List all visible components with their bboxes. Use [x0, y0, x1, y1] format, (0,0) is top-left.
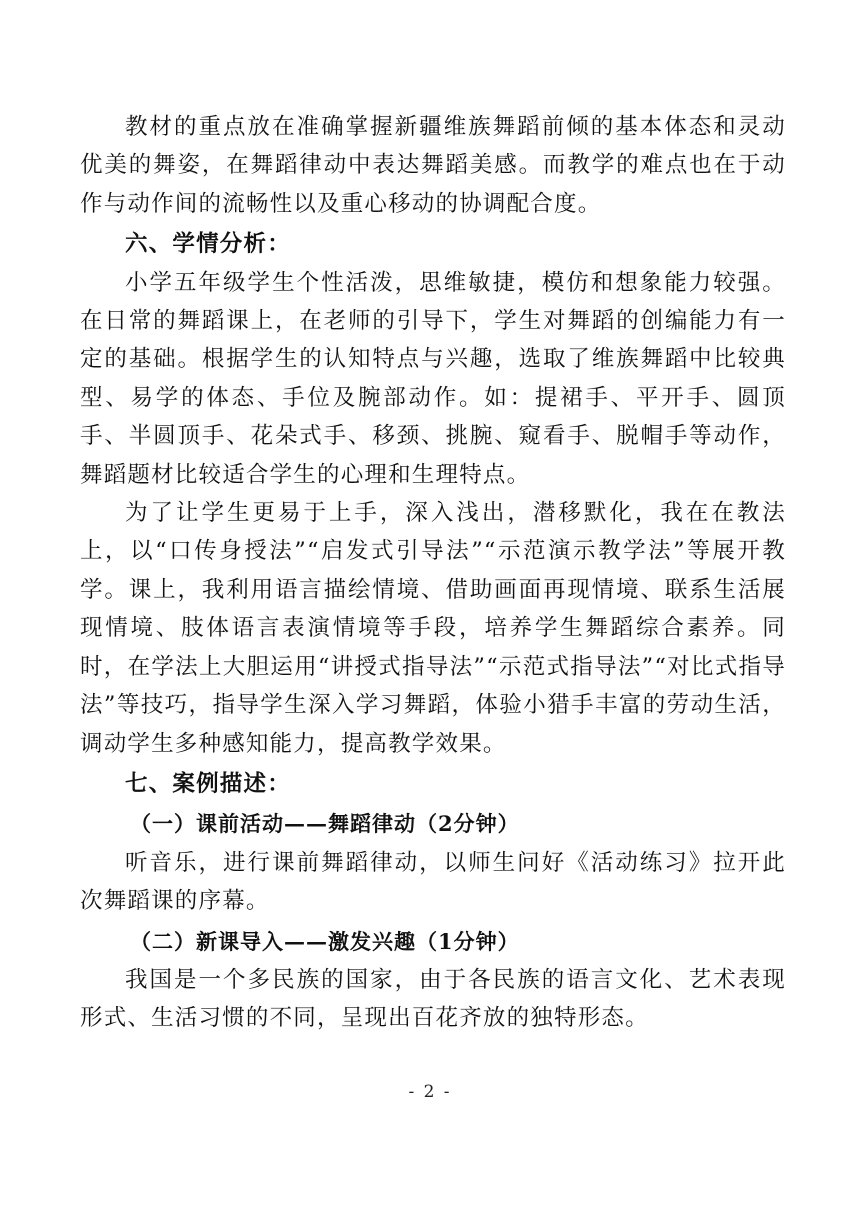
paragraph-teaching-methods: 为了让学生更易于上手，深入浅出，潜移默化，我在在教法上，以“口传身授法”“启发式引导法”“示范演示教学法”等展开教学。课上，我利用语言描绘情境、借助画面再现情境、联系生活展现情境、肢体语言表演情境等手段，培养学生舞蹈综合素养。同时，在学法上大胆运用“讲授式指导法”“示范式指导法”“对比式指导法”等技巧，指导学生深入学习舞蹈，体验小猎手丰富的劳动生活，调动学生多种感知能力，提高教学效果。 — [80, 500, 786, 757]
section-heading-learner-analysis: 六、学情分析： — [125, 231, 291, 258]
section-heading-case-description: 七、案例描述： — [125, 770, 291, 797]
paragraph-pre-class-activity: 听音乐，进行课前舞蹈律动，以师生问好《活动练习》拉开此次舞蹈课的序幕。 — [80, 849, 786, 915]
paragraph-lesson-intro: 我国是一个多民族的国家，由于各民族的语言文化、艺术表现形式、生活习惯的不同，呈现出百花齐放的独特形态。 — [80, 966, 786, 1032]
subheading-lesson-intro: （二）新课导入——激发兴趣（1分钟） — [130, 928, 520, 954]
page-number: - 2 - — [408, 1082, 452, 1102]
subheading-pre-class-activity: （一）课前活动——舞蹈律动（2分钟） — [130, 811, 520, 837]
document-page — [80, 108, 786, 1038]
paragraph-learner-analysis: 小学五年级学生个性活泼，思维敏捷，模仿和想象能力较强。在日常的舞蹈课上，在老师的引导下，学生对舞蹈的创编能力有一定的基础。根据学生的认知特点与兴趣，选取了维族舞蹈中比较典型、易学的体态、手位及腕部动作。如：提裙手、平开手、圆顶手、半圆顶手、花朵式手、移颈、挑腕、窥看手、脱帽手等动作，舞蹈题材比较适合学生的心理和生理特点。 — [80, 269, 786, 488]
paragraph-teaching-focus: 教材的重点放在准确掌握新疆维族舞蹈前倾的基本体态和灵动优美的舞姿，在舞蹈律动中表达舞蹈美感。而教学的难点也在于动作与动作间的流畅性以及重心移动的协调配合度。 — [80, 114, 786, 217]
